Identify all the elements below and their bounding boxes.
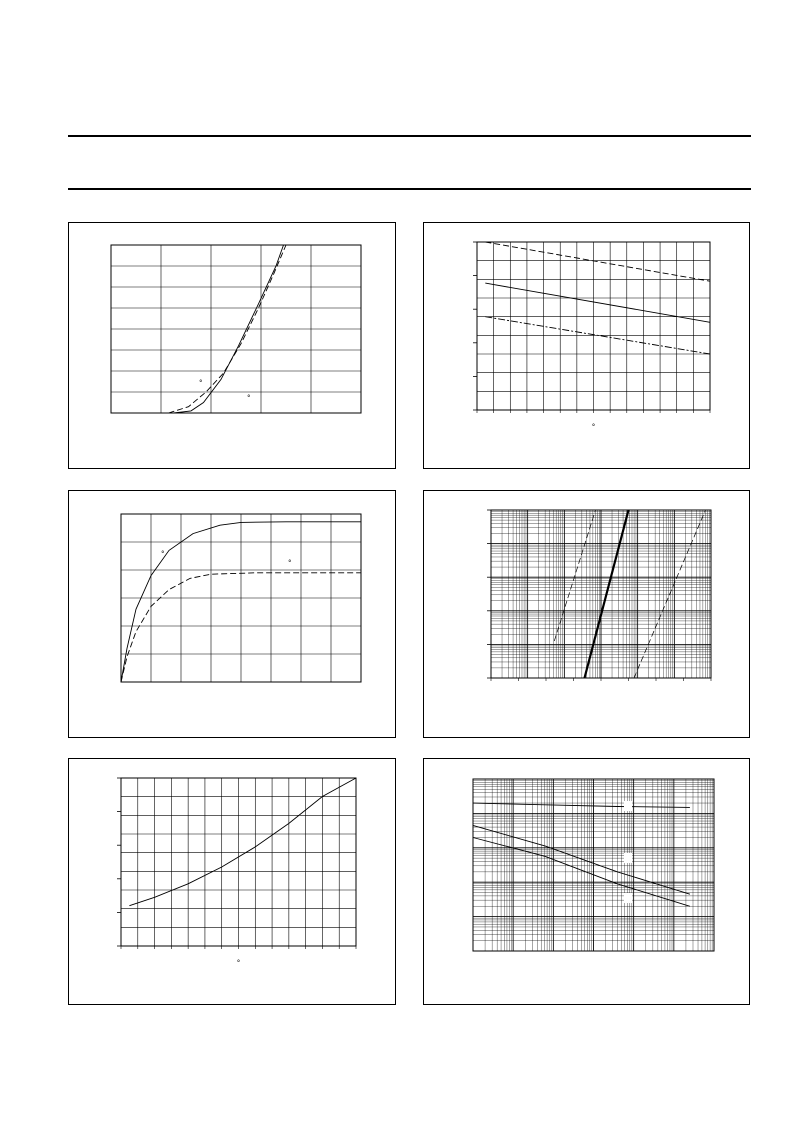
chart-6-svg — [424, 759, 751, 1006]
figure-panel-2 — [423, 222, 750, 469]
figure-panel-3 — [68, 490, 396, 738]
series-line-1 — [554, 510, 595, 641]
label-gap — [624, 893, 632, 903]
series-line-1 — [129, 778, 356, 906]
chart-2-svg — [424, 223, 751, 470]
series-line-1 — [485, 242, 710, 281]
figure-panel-4 — [423, 490, 750, 738]
annotation-label: ° — [161, 550, 165, 558]
chart-4-svg — [424, 491, 751, 739]
series-line-2 — [585, 510, 629, 678]
label-gap — [624, 801, 632, 811]
label-gap — [624, 853, 632, 863]
series-line-3 — [634, 510, 706, 678]
figure-panel-5 — [68, 758, 396, 1005]
annotation-label: ° — [247, 394, 251, 402]
x-axis-label: ° — [236, 959, 241, 967]
header-rule-bottom — [68, 188, 751, 190]
x-axis-label: ° — [591, 423, 596, 431]
annotation-label: ° — [199, 379, 203, 387]
figure-panel-6 — [423, 758, 750, 1005]
figure-panel-1 — [68, 222, 396, 469]
chart-5-svg — [69, 759, 397, 1006]
chart-3-svg — [69, 491, 397, 739]
annotation-label: ° — [288, 559, 292, 567]
header-rule-top — [68, 135, 751, 137]
chart-1-svg — [69, 223, 397, 470]
